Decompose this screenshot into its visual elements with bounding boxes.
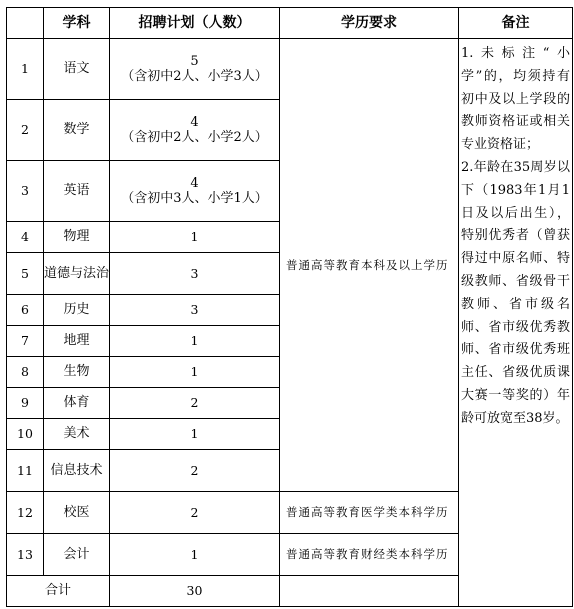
plan-cell bbox=[110, 39, 280, 100]
row-number: 1 bbox=[7, 39, 44, 100]
plan-cell: 1 bbox=[110, 357, 280, 388]
requirement-general: 普通高等教育本科及以上学历 bbox=[280, 39, 459, 492]
row-number: 3 bbox=[7, 161, 44, 222]
plan-cell: 3 bbox=[110, 253, 280, 295]
header-requirement: 学历要求 bbox=[280, 8, 459, 39]
plan-detail: （含初中2人、小学2人） bbox=[121, 130, 268, 145]
note-item: 1.未标注“小学”的，均须持有初中及以上学段的教师资格证或相关专业资格证； bbox=[461, 46, 570, 153]
row-number: 11 bbox=[7, 450, 44, 492]
plan-cell: 3 bbox=[110, 295, 280, 326]
plan-cell: 1 bbox=[110, 326, 280, 357]
row-number: 6 bbox=[7, 295, 44, 326]
subject-cell: 校医 bbox=[44, 492, 110, 534]
requirement-finance: 普通高等教育财经类本科学历 bbox=[280, 534, 459, 576]
plan-cell: 2 bbox=[110, 492, 280, 534]
plan-cell: 1 bbox=[110, 419, 280, 450]
row-number: 9 bbox=[7, 388, 44, 419]
note-item: 2.年龄在35周岁以下（1983年1月1日及以后出生），特别优秀者（曾获得过中原名师、特级教师、省级骨干教师、省市级名师、省市级优秀教师、省市级优秀班主任、省级优质课大赛一等奖的）年龄可放宽至38岁。 bbox=[461, 159, 570, 426]
subject-cell: 生物 bbox=[44, 357, 110, 388]
total-requirement-empty bbox=[280, 576, 459, 607]
table-row bbox=[7, 39, 573, 100]
plan-cell bbox=[110, 161, 280, 222]
row-number: 5 bbox=[7, 253, 44, 295]
subject-cell: 数学 bbox=[44, 100, 110, 161]
row-number: 2 bbox=[7, 100, 44, 161]
subject-cell: 体育 bbox=[44, 388, 110, 419]
plan-cell: 1 bbox=[110, 534, 280, 576]
total-value: 30 bbox=[110, 576, 280, 607]
total-label: 合计 bbox=[7, 576, 110, 607]
row-number: 10 bbox=[7, 419, 44, 450]
header-plan: 招聘计划（人数） bbox=[110, 8, 280, 39]
plan-detail: （含初中3人、小学1人） bbox=[121, 191, 268, 206]
header-no bbox=[7, 8, 44, 39]
row-number: 8 bbox=[7, 357, 44, 388]
plan-count: 5 bbox=[190, 54, 199, 69]
header-notes: 备注 bbox=[459, 8, 573, 39]
subject-cell: 英语 bbox=[44, 161, 110, 222]
notes-cell bbox=[459, 39, 573, 607]
subject-cell: 美术 bbox=[44, 419, 110, 450]
subject-cell: 历史 bbox=[44, 295, 110, 326]
subject-cell: 道德与法治 bbox=[44, 253, 110, 295]
recruitment-table bbox=[6, 7, 573, 607]
plan-count: 4 bbox=[190, 176, 199, 191]
subject-cell: 语文 bbox=[44, 39, 110, 100]
subject-cell: 会计 bbox=[44, 534, 110, 576]
header-subject: 学科 bbox=[44, 8, 110, 39]
requirement-medical: 普通高等教育医学类本科学历 bbox=[280, 492, 459, 534]
subject-cell: 信息技术 bbox=[44, 450, 110, 492]
plan-count: 4 bbox=[190, 115, 199, 130]
subject-cell: 物理 bbox=[44, 222, 110, 253]
row-number: 4 bbox=[7, 222, 44, 253]
plan-detail: （含初中2人、小学3人） bbox=[121, 69, 268, 84]
row-number: 13 bbox=[7, 534, 44, 576]
row-number: 7 bbox=[7, 326, 44, 357]
subject-cell: 地理 bbox=[44, 326, 110, 357]
plan-cell: 2 bbox=[110, 450, 280, 492]
plan-cell: 1 bbox=[110, 222, 280, 253]
header-row bbox=[7, 8, 573, 39]
plan-cell bbox=[110, 100, 280, 161]
plan-cell: 2 bbox=[110, 388, 280, 419]
row-number: 12 bbox=[7, 492, 44, 534]
